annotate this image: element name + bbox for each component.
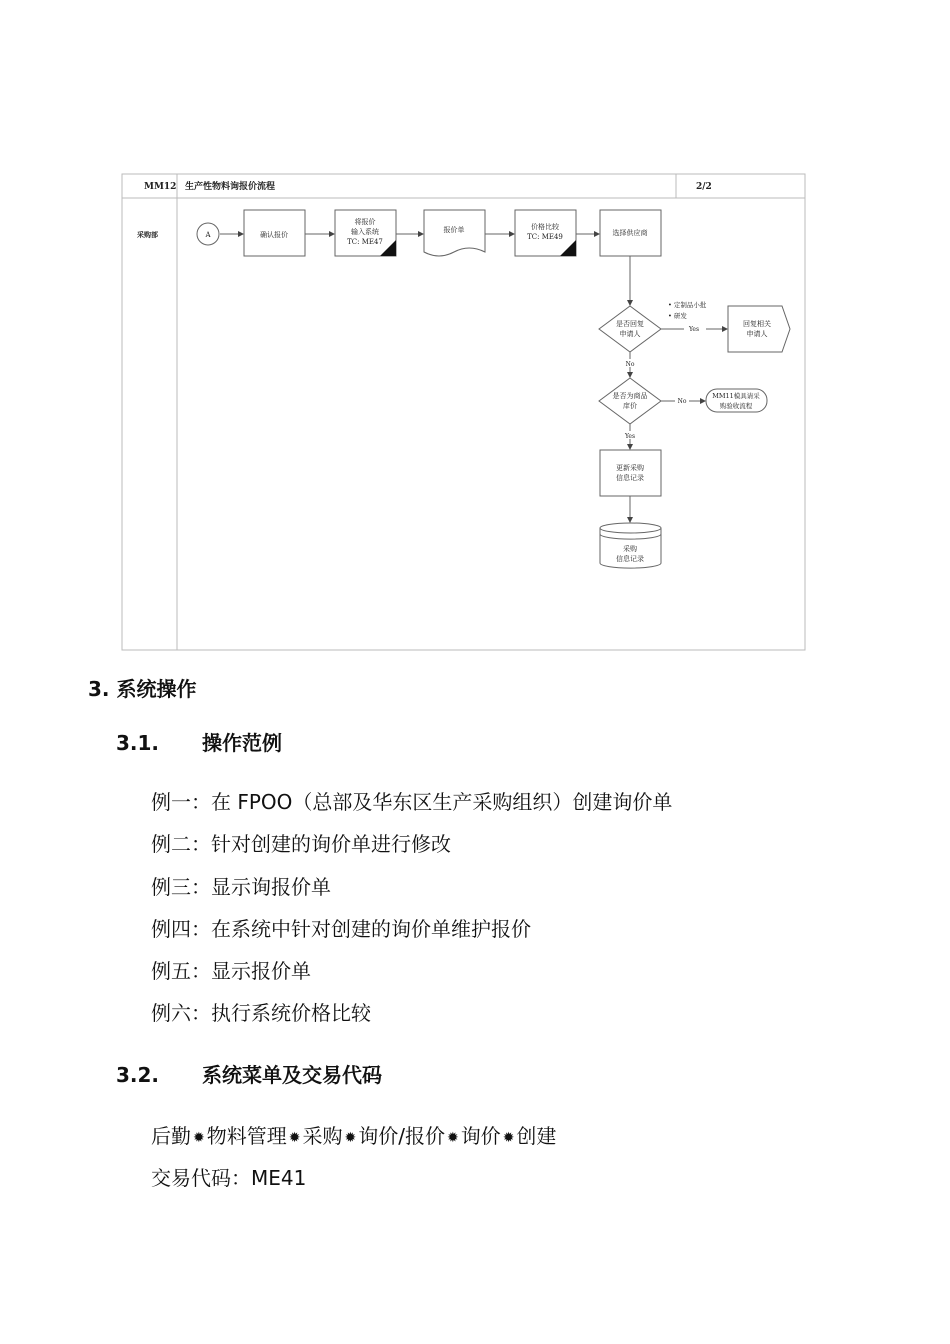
edge-label-yes-2: Yes [624,433,636,440]
transaction-code: 交易代码：ME41 [151,1166,307,1190]
note-bullet-2: • 研发 [668,312,687,320]
decision-reply-l1: 是否回复 [616,320,644,328]
section-3-2-heading [116,1059,382,1088]
node-reply-l2: 申请人 [746,330,768,338]
menu-separator-icon: ✹ [502,1130,515,1146]
node-mm11-l1: MM11模具请采 [712,392,760,400]
edge-label-no-1: No [625,361,635,368]
menu-separator-icon: ✹ [193,1130,205,1146]
section-3-2-number: 3.2. [116,1063,160,1087]
node-update-l1: 更新采购 [616,464,644,472]
section-3-1-title: 操作范例 [202,731,282,755]
node-input-l2: 输入系统 [351,228,379,236]
node-compare-l2: TC: ME49 [527,233,563,241]
decision-commodity-l1: 是否为商品 [612,392,648,400]
example-5: 例五：显示报价单 [151,959,311,983]
menu-path-step: 询价 [460,1124,501,1148]
menu-path-step: 创建 [516,1124,557,1148]
section-3-2-title: 系统菜单及交易代码 [202,1063,382,1087]
connector-a-label: A [205,231,211,239]
node-update-l2: 信息记录 [616,474,644,482]
section-3-1-number: 3.1. [116,731,160,755]
section-3-1-heading [116,727,282,756]
menu-path-step: 后勤 [151,1124,191,1148]
menu-separator-icon: ✹ [344,1130,357,1146]
flow-page: 2/2 [696,182,712,192]
menu-separator-icon: ✹ [288,1130,301,1146]
edge-label-no-2: No [677,398,687,405]
decision-reply-l2: 申请人 [619,330,641,338]
decision-commodity-l2: 庠价 [623,402,637,410]
menu-path-step: 物料管理 [206,1124,287,1148]
example-6: 例六：执行系统价格比较 [151,1001,371,1025]
flow-id: MM12 [144,182,177,192]
example-2: 例二：针对创建的询价单进行修改 [151,832,451,856]
note-bullet-1: • 定制品小批 [668,301,707,309]
node-db-l1: 采购 [623,545,637,553]
node-info-db-top [600,523,661,533]
menu-path [151,1120,556,1149]
node-mm11-l2: 购验收流程 [719,402,753,410]
node-reply-applicant [728,306,790,352]
example-1: 例一：在 FPOO（总部及华东区生产采购组织）创建询价单 [151,790,673,814]
node-update-record [600,450,661,496]
example-3: 例三：显示询报价单 [151,875,331,899]
flowchart [0,0,950,660]
lane-label: 采购部 [137,230,158,239]
section-3-title: 3. 系统操作 [88,677,197,701]
flow-title: 生产性物料询报价流程 [185,182,276,192]
node-compare-l1: 价格比较 [531,223,559,231]
node-quote-doc-label: 报价单 [443,226,465,234]
node-input-l3: TC: ME47 [347,238,383,246]
node-db-l2: 信息记录 [616,555,644,563]
node-input-l1: 将报价 [354,218,376,226]
node-confirm-label: 确认报价 [260,231,288,239]
node-select-supplier-label: 选择供应商 [612,229,648,237]
menu-separator-icon: ✹ [446,1130,459,1146]
menu-path-step: 采购 [302,1124,343,1148]
example-4: 例四：在系统中针对创建的询价单维护报价 [151,917,531,941]
edge-label-yes-1: Yes [688,326,700,333]
menu-path-step: 询价/报价 [358,1124,445,1148]
node-reply-l1: 回复相关 [743,320,771,328]
